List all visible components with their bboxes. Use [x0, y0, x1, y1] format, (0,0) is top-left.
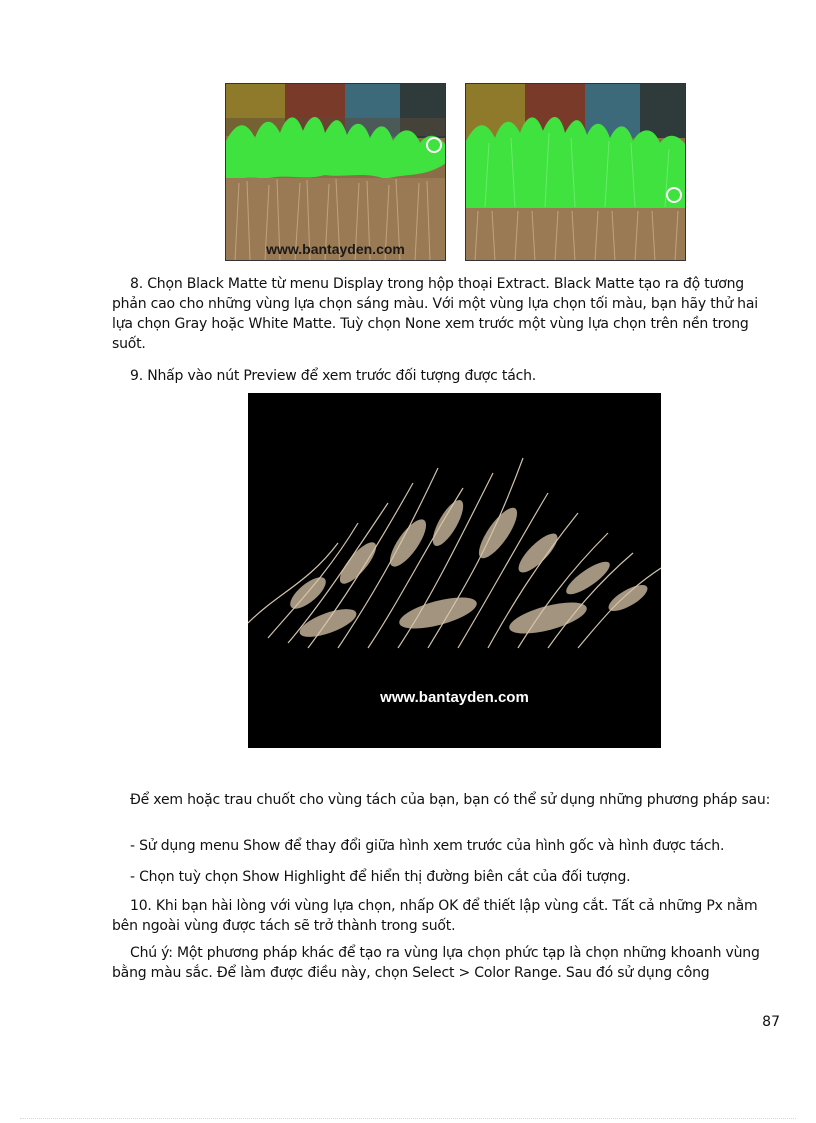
footer-divider — [20, 1118, 796, 1119]
paragraph-step-9: 9. Nhấp vào nút Preview để xem trước đối tượng được tách. — [130, 368, 537, 384]
photo-fill-interior — [465, 83, 686, 261]
page-number: 87 — [762, 1014, 780, 1030]
figure-fill-interior — [465, 83, 686, 261]
paragraph-intro: Để xem hoặc trau chuốt cho vùng tách của bạn, bạn có thể sử dụng những phương pháp sau: — [130, 792, 771, 808]
paragraph-step-10: 10. Khi bạn hài lòng với vùng lựa chọn, nhấp OK để thiết lập vùng cắt. Tất cả những Px nằm bên ngoài vùng được tách sẽ trở thành trong suốt. — [112, 898, 758, 934]
figure-highlight-edge — [225, 83, 446, 261]
bullet-show-highlight: - Chọn tuỳ chọn Show Highlight để hiển thị đường biên cắt của đối tượng. — [130, 869, 631, 885]
photo-highlight-edge — [225, 83, 446, 261]
watermark: www.bantayden.com — [380, 689, 529, 706]
paragraph-step-8: 8. Chọn Black Matte từ menu Display trong hộp thoại Extract. Black Matte tạo ra độ tương phản cao cho những vùng lựa chọn sáng màu. Với một vùng lựa chọn tối màu, bạn hãy thử hai lựa chọn Gray hoặc White Matte. Tuỳ chọn None xem trước một vùng lựa chọn trên nền trong suốt. — [112, 276, 758, 352]
watermark: www.bantayden.com — [266, 241, 405, 257]
paragraph-note: Chú ý: Một phương pháp khác để tạo ra vùng lựa chọn phức tạp là chọn những khoanh vùng bằng màu sắc. Để làm được điều này, chọn Select > Color Range. Sau đó sử dụng công — [112, 945, 760, 981]
figure-preview-extracted — [248, 393, 661, 748]
bullet-show-menu: - Sử dụng menu Show để thay đổi giữa hình xem trước của hình gốc và hình được tách. — [130, 838, 725, 854]
